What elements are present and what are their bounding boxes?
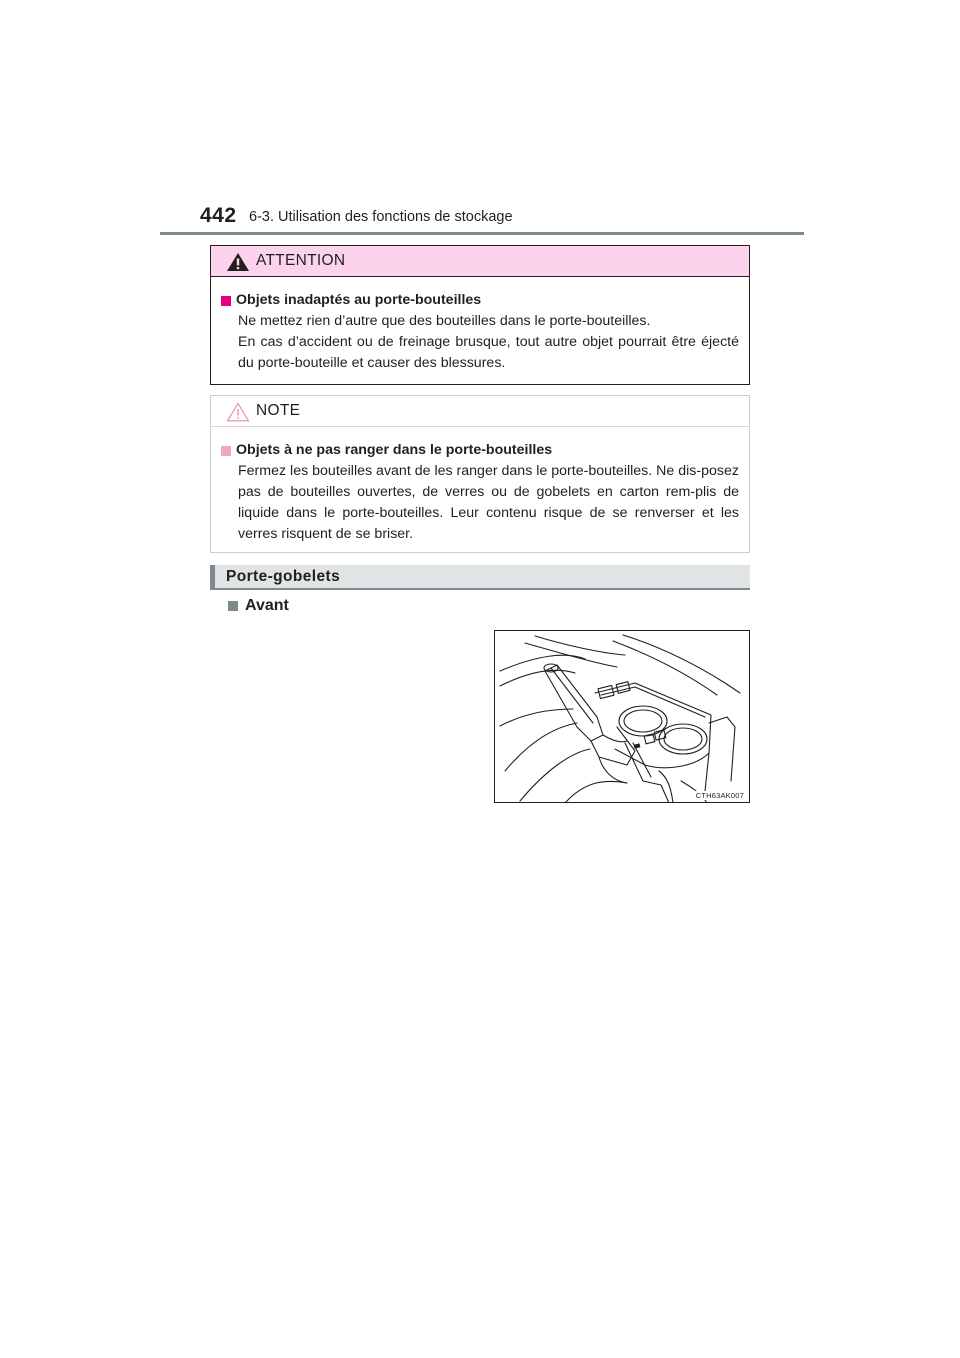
attention-item-title-text: Objets inadaptés au porte-bouteilles [236,292,482,308]
figure-code: CTH63AK007 [695,791,744,800]
warning-triangle-filled-icon [226,252,250,272]
note-item-title-text: Objets à ne pas ranger dans le porte-bouteilles [236,442,553,458]
subsection-title: Porte-gobelets [226,568,341,585]
square-bullet-icon [221,446,231,456]
attention-line-2: En cas d’accident ou de freinage brusque, tout autre objet pourrait être éjecté du porte-bouteille et causer des blessures. [238,334,739,371]
subsection-accent [210,565,215,588]
square-bullet-icon [228,601,238,611]
center-console-drawing [495,631,750,803]
square-bullet-icon [221,296,231,306]
note-body [211,427,749,545]
note-header [211,396,749,427]
attention-line-1: Ne mettez rien d’autre que des bouteilles dans le porte-bouteilles. [238,313,651,329]
subsection-bar [210,565,750,590]
attention-label: ATTENTION [256,252,346,269]
attention-body [211,277,749,374]
section-title: 6-3. Utilisation des fonctions de stockage [249,209,513,225]
cup-holder-illustration [494,630,750,803]
attention-header [211,246,749,277]
front-heading-text: Avant [245,597,289,614]
note-paragraph: Fermez les bouteilles avant de les ranger dans le porte-bouteilles. Ne dis-posez pas de bouteilles ouvertes, de verres ou de gobelets en carton rem-plis de liquide dans le porte-bouteilles. Leur contenu risque de se renverser et les verres risquent de se briser. [238,463,739,542]
note-item-text [221,461,739,545]
front-heading [228,597,289,615]
page-number: 442 [200,204,237,227]
header-rule [160,232,804,235]
note-label: NOTE [256,402,301,419]
attention-box [210,245,750,385]
attention-item-text [221,311,739,374]
warning-triangle-outline-icon [226,402,250,422]
note-item-title [221,440,739,461]
attention-item-title [221,290,739,311]
note-box [210,395,750,553]
